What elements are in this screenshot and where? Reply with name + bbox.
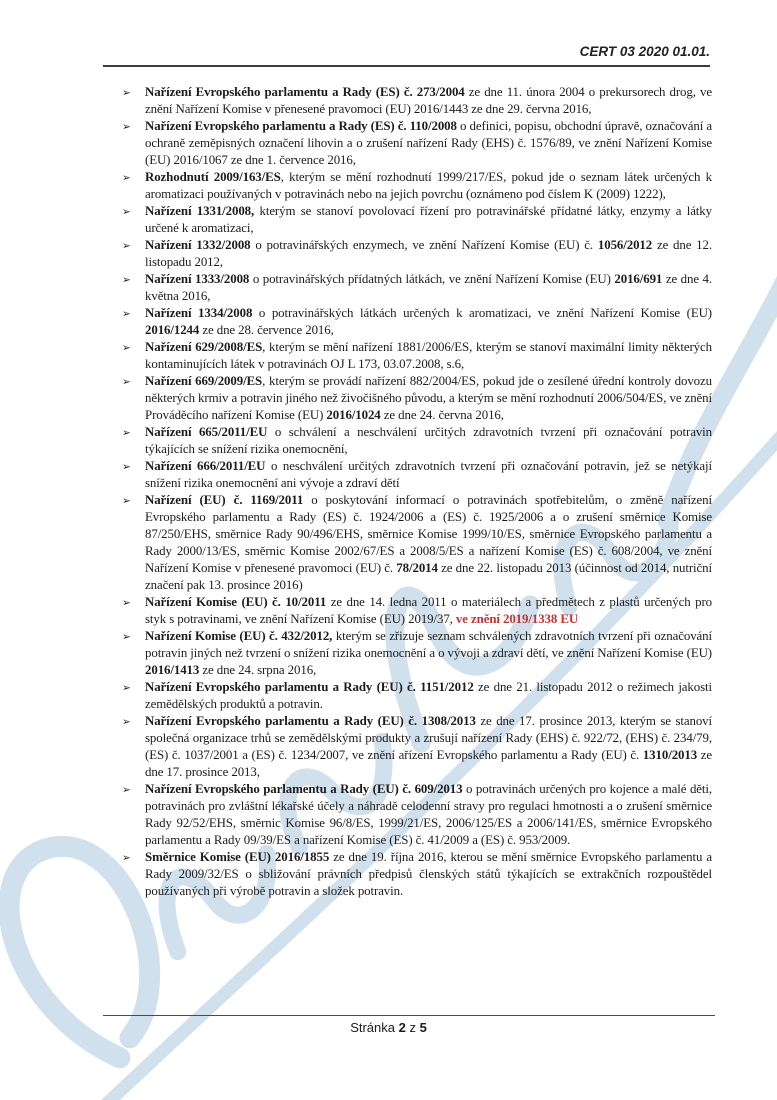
list-item-text: Nařízení 665/2011/EU o schválení a neschválení určitých zdravotních tvrzení při označování potravin týkajících se snížení rizika onemocnění, bbox=[145, 425, 712, 456]
bullet-arrow-icon: ➢ bbox=[122, 495, 131, 507]
bullet-arrow-icon: ➢ bbox=[122, 206, 131, 218]
list-item bbox=[122, 628, 712, 679]
footer-total-pages: 5 bbox=[419, 1020, 427, 1035]
bullet-arrow-icon: ➢ bbox=[122, 682, 131, 694]
bullet-arrow-icon: ➢ bbox=[122, 461, 131, 473]
list-item bbox=[122, 271, 712, 305]
bullet-arrow-icon: ➢ bbox=[122, 342, 131, 354]
list-item-text: Nařízení Komise (EU) č. 10/2011 ze dne 14. ledna 2011 o materiálech a předmětech z plastů určených pro styk s potravinami, ve znění Nařízení Komise (EU) 2019/37, ve znění 2019/1338 EU bbox=[145, 595, 712, 626]
list-item-text: Nařízení Komise (EU) č. 432/2012, kterým se zřizuje seznam schválených zdravotních tvrzení při označování potravin jiných než tvrzení o snížení rizika onemocnění a o vývoji a zdraví dětí, ve znění Nařízení Komise (EU) 2016/1413 ze dne 24. srpna 2016, bbox=[145, 629, 712, 677]
list-item-text: Nařízení 1332/2008 o potravinářských enzymech, ve znění Nařízení Komise (EU) č. 1056/2012 ze dne 12. listopadu 2012, bbox=[145, 238, 712, 269]
footer-rule bbox=[103, 1015, 715, 1016]
list-item bbox=[122, 458, 712, 492]
list-item-text: Nařízení 1334/2008 o potravinářských látkách určených k aromatizaci, ve znění Nařízení Komise (EU) 2016/1244 ze dne 28. července 2016, bbox=[145, 306, 712, 337]
list-item-text: Nařízení Evropského parlamentu a Rady (EU) č. 609/2013 o potravinách určených pro kojence a malé děti, potravinách pro zvláštní lékařské účely a náhradě celodenní stravy pro regulaci hmotnosti a o zrušení směrnice Rady 92/52/EHS, směrnic Komise 96/8/ES, 1999/21/ES, 2006/125/ES a 2006/141/ES, směrnice Evropského parlamentu a Rady 09/39/ES a nařízení Komise (ES) č. 41/2009 a (ES) č. 953/2009. bbox=[145, 782, 713, 847]
list-item-text: Nařízení Evropského parlamentu a Rady (EU) č. 1151/2012 ze dne 21. listopadu 2012 o režimech jakosti zemědělských produktů a potravin. bbox=[145, 680, 712, 711]
bullet-arrow-icon: ➢ bbox=[122, 376, 131, 388]
list-item bbox=[122, 237, 712, 271]
list-item bbox=[122, 713, 712, 781]
list-item-text: Rozhodnutí 2009/163/ES, kterým se mění rozhodnutí 1999/217/ES, pokud jde o seznam látek určených k aromatizaci používaných v potravinách nebo na jejich povrchu (oznámeno pod číslem K (2009) 1222), bbox=[145, 170, 713, 201]
list-item-text: Nařízení Evropského parlamentu a Rady (ES) č. 273/2004 ze dne 11. února 2004 o prekursorech drog, ve znění Nařízení Komise v přenesené pravomoci (EU) 2016/1443 ze dne 29. června 2016, bbox=[145, 85, 712, 116]
page-footer bbox=[0, 1020, 777, 1035]
list-item-text: Nařízení 1331/2008, kterým se stanoví povolovací řízení pro potravinářské přídatné látky, enzymy a látky určené k aromatizaci, bbox=[145, 204, 712, 235]
document-body bbox=[122, 84, 712, 900]
list-item-text: Nařízení Evropského parlamentu a Rady (EU) č. 1308/2013 ze dne 17. prosince 2013, kterým se stanoví společná organizace trhů se zemědělskými produkty a zrušují nařízení Rady (EHS) č. 922/72, (EHS) č. 234/79, (ES) č. 1037/2001 a (ES) č. 1234/2007, ve znění ařízení Evropského parlamentu a Rady (EU) č. 1310/2013 ze dne 17. prosince 2013, bbox=[145, 714, 712, 779]
header-rule bbox=[103, 65, 710, 67]
list-item-text: Nařízení Evropského parlamentu a Rady (ES) č. 110/2008 o definici, popisu, obchodní úpravě, označování a ochraně zeměpisných označení lihovin a o zrušení nařízení Rady (EHS) č. 1576/89, ve znění Nařízení Komise (EU) 2016/1067 ze dne 1. července 2016, bbox=[145, 119, 712, 167]
footer-page-number: 2 bbox=[398, 1020, 406, 1035]
bullet-arrow-icon: ➢ bbox=[122, 784, 131, 796]
list-item-text: Směrnice Komise (EU) 2016/1855 ze dne 19. října 2016, kterou se mění směrnice Evropského parlamentu a Rady 2009/32/ES o sbližování právních předpisů členských států týkajících se extrakčních rozpouštědel používaných při výrobě potravin a složek potravin. bbox=[145, 850, 712, 898]
list-item-text: Nařízení 1333/2008 o potravinářských přídatných látkách, ve znění Nařízení Komise (EU) 2016/691 ze dne 4. května 2016, bbox=[145, 272, 712, 303]
list-item bbox=[122, 679, 712, 713]
list-item bbox=[122, 118, 712, 169]
list-item bbox=[122, 424, 712, 458]
list-item bbox=[122, 849, 712, 900]
bullet-arrow-icon: ➢ bbox=[122, 172, 131, 184]
bullet-arrow-icon: ➢ bbox=[122, 597, 131, 609]
list-item bbox=[122, 492, 712, 594]
bullet-arrow-icon: ➢ bbox=[122, 716, 131, 728]
bullet-arrow-icon: ➢ bbox=[122, 427, 131, 439]
list-item bbox=[122, 781, 712, 849]
list-item-text: Nařízení 666/2011/EU o neschválení určitých zdravotních tvrzení při označování potravin, jež se netýkají snížení rizika onemocnění ani vývoje a zdraví dětí bbox=[145, 459, 712, 490]
header-doc-code: CERT 03 2020 01.01. bbox=[579, 44, 710, 59]
bullet-arrow-icon: ➢ bbox=[122, 121, 131, 133]
bullet-arrow-icon: ➢ bbox=[122, 631, 131, 643]
footer-separator: z bbox=[405, 1020, 420, 1035]
list-item bbox=[122, 84, 712, 118]
bullet-arrow-icon: ➢ bbox=[122, 87, 131, 99]
list-item bbox=[122, 169, 712, 203]
list-item-text: Nařízení 629/2008/ES, kterým se mění nařízení 1881/2006/ES, kterým se stanoví maximální limity některých kontaminujících látek v potravinách OJ L 173, 03.07.2008, s.6, bbox=[145, 340, 712, 371]
bullet-arrow-icon: ➢ bbox=[122, 852, 131, 864]
bullet-arrow-icon: ➢ bbox=[122, 240, 131, 252]
list-item bbox=[122, 373, 712, 424]
regulation-list bbox=[122, 84, 712, 900]
list-item-text: Nařízení 669/2009/ES, kterým se provádí nařízení 882/2004/ES, pokud jde o zesílené úřední kontroly dovozu některých krmiv a potravin jiného než živočišného původu, a kterým se mění rozhodnutí 2006/504/ES, ve znění Prováděcího nařízení Komise (EU) 2016/1024 ze dne 24. června 2016, bbox=[145, 374, 712, 422]
list-item bbox=[122, 339, 712, 373]
list-item bbox=[122, 203, 712, 237]
list-item-text: Nařízení (EU) č. 1169/2011 o poskytování informací o potravinách spotřebitelům, o změně nařízení Evropského parlamentu a Rady (ES) č. 1924/2006 a (ES) č. 1925/2006 a o zrušení směrnice Komise 87/250/EHS, směrnice Rady 90/496/EHS, směrnice Komise 1999/10/ES, směrnice Evropského parlamentu a Rady 2000/13/ES, směrnic Komise 2002/67/ES a 2008/5/ES a nařízení Komise (ES) č. 608/2004, ve znění Nařízení Komise v přenesené pravomoci (EU) č. 78/2014 ze dne 22. listopadu 2013 (účinnost od 2014, nutriční značení pak 13. prosince 2016) bbox=[145, 493, 712, 592]
footer-label: Stránka bbox=[350, 1020, 399, 1035]
bullet-arrow-icon: ➢ bbox=[122, 308, 131, 320]
bullet-arrow-icon: ➢ bbox=[122, 274, 131, 286]
list-item bbox=[122, 305, 712, 339]
list-item bbox=[122, 594, 712, 628]
